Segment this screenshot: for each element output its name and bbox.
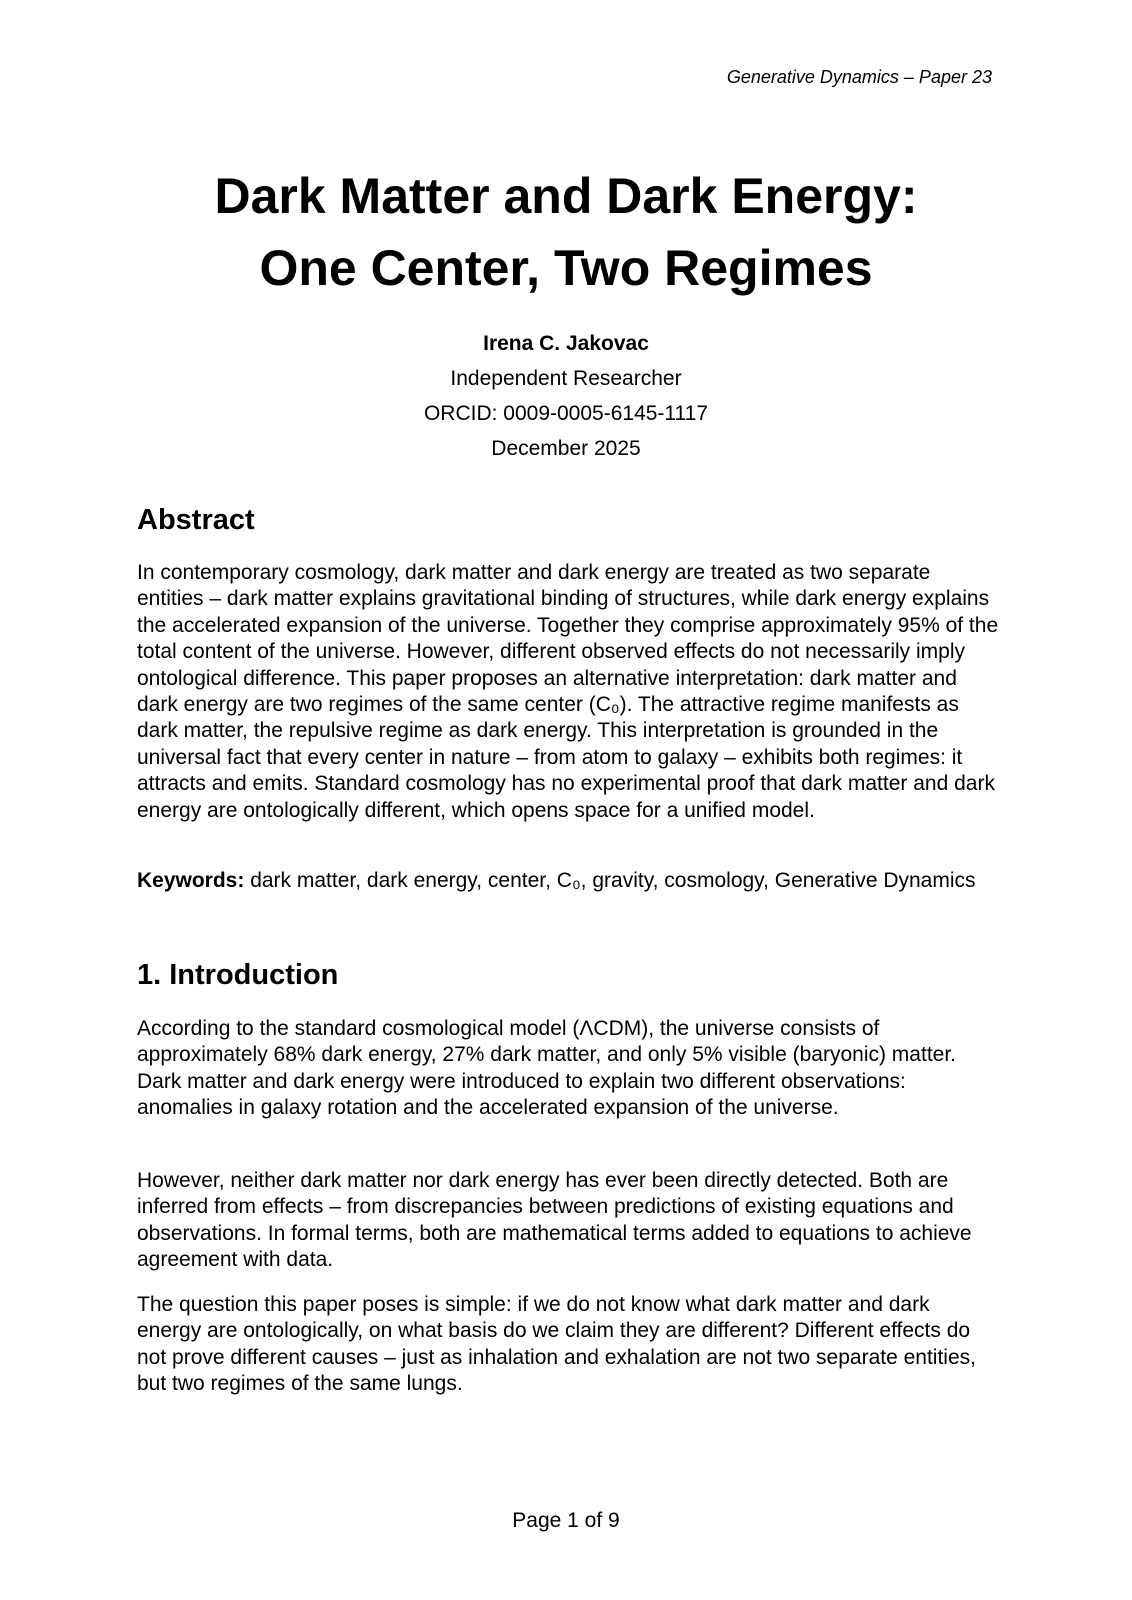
introduction-paragraph-1-block [137,1016,999,1122]
abstract-paragraph: In contemporary cosmology, dark matter and dark energy are treated as two separate entities – dark matter explains gravitational binding of structures, while dark energy explains the accelerated expansion of the universe. Together they comprise approximately 95% of the total content of the universe. However, different observed effects do not necessarily imply ontological difference. This paper proposes an alternative interpretation: dark matter and dark energy are two regimes of the same center (C₀). The attractive regime manifests as dark matter, the repulsive regime as dark energy. This interpretation is grounded in the universal fact that every center in nature – from atom to galaxy – exhibits both regimes: it attracts and emits. Standard cosmology has no experimental proof that dark matter and dark energy are ontologically different, which opens space for a unified model. [137,561,999,822]
introduction-paragraph-2-block [137,1168,999,1274]
introduction-heading: 1. Introduction [137,959,339,991]
running-header: Generative Dynamics – Paper 23 [726,67,992,87]
introduction-paragraph-3-block [137,1292,999,1398]
author-affiliation: Independent Researcher [450,367,682,390]
abstract-text [137,560,999,824]
paper-title-line-1: Dark Matter and Dark Energy: [214,168,918,224]
introduction-paragraph-2: However, neither dark matter nor dark energy has ever been directly detected. Both are inferred from effects – from discrepancies between predictions of existing equations and observations. In formal terms, both are mathematical terms added to equations to achieve agreement with data. [137,1169,972,1272]
author-block [0,326,1132,466]
paper-title [0,160,1132,304]
keywords-list: dark matter, dark energy, center, C₀, gravity, cosmology, Generative Dynamics [244,869,976,892]
author-orcid: ORCID: 0009-0005-6145-1117 [423,402,709,425]
page-number: Page 1 of 9 [512,1509,620,1532]
abstract-heading: Abstract [137,504,255,536]
publication-date: December 2025 [491,437,641,460]
introduction-paragraph-1: According to the standard cosmological model (ΛCDM), the universe consists of approximately 68% dark energy, 27% dark matter, and only 5% visible (baryonic) matter. Dark matter and dark energy were introduced to explain two different observations: anomalies in galaxy rotation and the accelerated expansion of the universe. [137,1017,956,1120]
author-name: Irena C. Jakovac [483,332,649,355]
keywords [137,868,999,894]
paper-title-line-2: One Center, Two Regimes [259,240,873,296]
introduction-paragraph-3: The question this paper poses is simple: if we do not know what dark matter and dark energy are ontologically, on what basis do we claim they are different? Different effects do not prove different causes – just as inhalation and exhalation are not two separate entities, but two regimes of the same lungs. [137,1293,976,1396]
keywords-paragraph [137,868,999,894]
keywords-label: Keywords: [137,869,245,892]
